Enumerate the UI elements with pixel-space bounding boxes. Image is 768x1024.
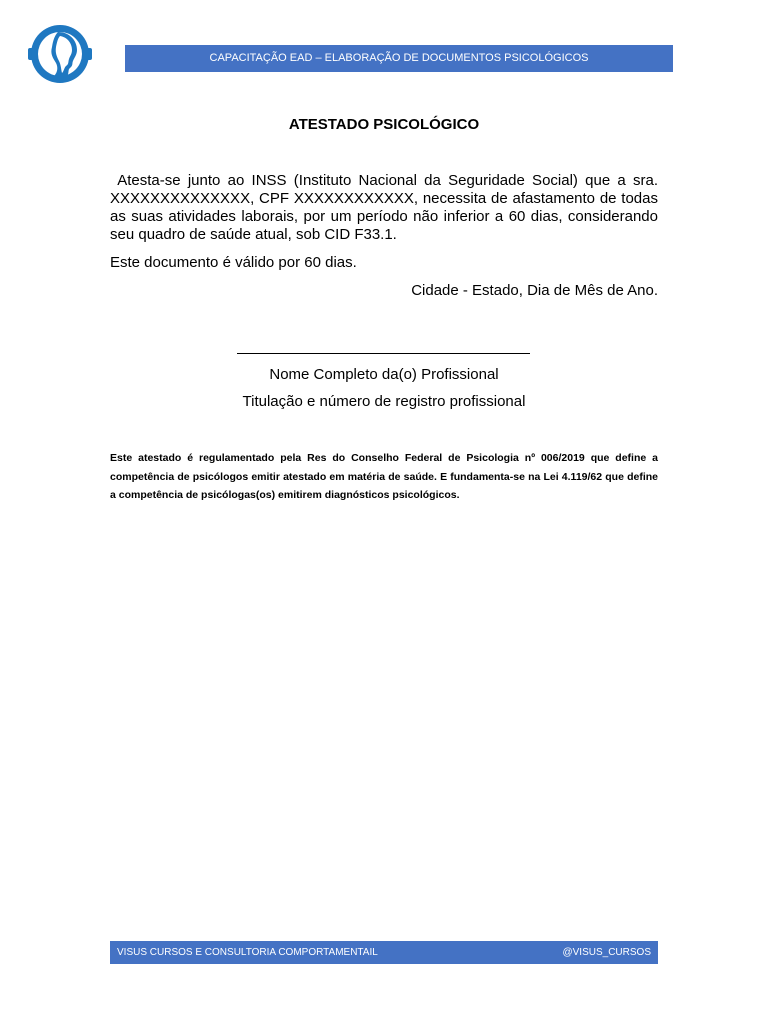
signature-line: [237, 353, 530, 354]
document-body: Atesta-se junto ao INSS (Instituto Nacional da Seguridade Social) que a sra. XXXXXXXXXXXXXX, CPF XXXXXXXXXXXX, necessita de afastamento de todas as suas atividades laborais, por um período não inferior a 60 dias, considerando seu quadro de saúde atual, sob CID F33.1.: [110, 172, 663, 243]
document-title: ATESTADO PSICOLÓGICO: [288, 116, 480, 133]
footer-company: VISUS CURSOS E CONSULTORIA COMPORTAMENTAIL: [117, 947, 378, 958]
validity-text: Este documento é válido por 60 dias.: [110, 254, 357, 271]
place-date-text: Cidade - Estado, Dia de Mês de Ano.: [411, 282, 658, 299]
face-profile-logo-icon: [27, 22, 93, 86]
professional-title: Titulação e número de registro profissional: [242, 393, 526, 410]
header-bar: [125, 45, 673, 72]
professional-name: Nome Completo da(o) Profissional: [269, 366, 499, 383]
header-title: CAPACITAÇÃO EAD – ELABORAÇÃO DE DOCUMENTOS PSICOLÓGICOS: [209, 52, 589, 64]
footer-handle: @VISUS_CURSOS: [562, 947, 651, 958]
footer-bar: [110, 941, 658, 964]
legal-note: Este atestado é regulamentado pela Res do Conselho Federal de Psicologia nº 006/2019 que define a competência de psicólogos emitir atestado em matéria de saúde. E fundamenta-se na Lei 4.119/62 que define a competência de psicólogas(os) emitirem diagnósticos psicológicos.: [110, 452, 658, 501]
